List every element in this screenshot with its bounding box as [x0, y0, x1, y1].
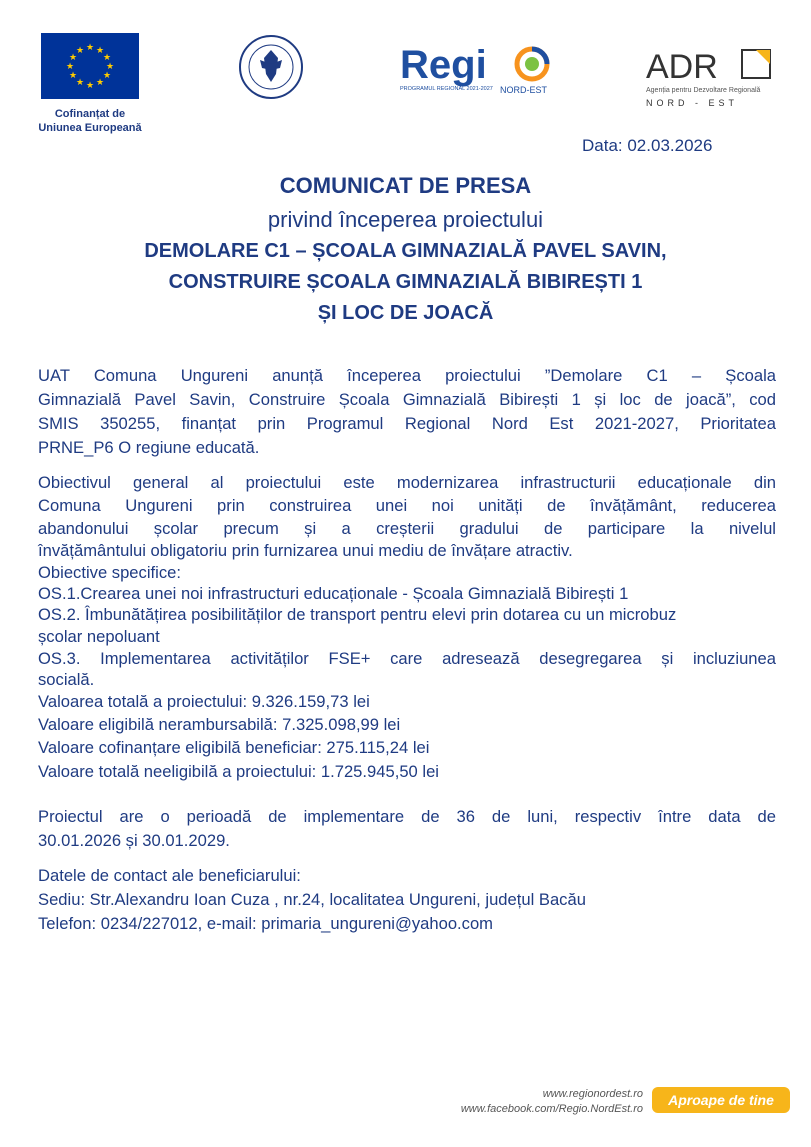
svg-text:★: ★ — [102, 71, 112, 81]
contact-address: Sediu: Str.Alexandru Ioan Cuza , nr.24, localitatea Ungureni, județul Bacău — [38, 890, 586, 909]
svg-text:★: ★ — [68, 71, 78, 81]
svg-text:Regi: Regi — [400, 43, 487, 87]
regio-logo — [400, 40, 550, 100]
svg-text:★: ★ — [95, 46, 105, 56]
period-line1: Proiectul are o perioadă de implementare de 36 de luni, respectiv între data de — [38, 807, 776, 826]
objective-os1: OS.1.Crearea unei noi infrastructuri educaționale - Școala Gimnazială Bibirești 1 — [38, 584, 629, 603]
svg-text:NORD-EST: NORD-EST — [500, 85, 547, 95]
paragraph1-line: UAT Comuna Ungureni anunță începerea proiectului ”Demolare C1 – Școala — [38, 366, 776, 385]
value-ineligible: Valoare totală neeligibilă a proiectului: 1.725.945,50 lei — [38, 762, 439, 781]
footer-badge: Aproape de tine — [652, 1087, 790, 1113]
paragraph2-line: învățământului obligatoriu prin furnizarea unui mediu de învățare atractiv. — [38, 541, 573, 560]
paragraph2-line: Comuna Ungureni prin construirea unei noi unități de învățământ, reducerea — [38, 496, 776, 515]
project-title-line1: DEMOLARE C1 – ȘCOALA GIMNAZIALĂ PAVEL SAVIN, — [144, 240, 667, 262]
paragraph2-line: Obiectivul general al proiectului este modernizarea infrastructurii educaționale din — [38, 473, 776, 492]
footer-website-link[interactable]: www.regionordest.ro — [542, 1088, 643, 1100]
objective-os2-line2: școlar nepoluant — [38, 627, 160, 646]
value-cofinancing: Valoare cofinanțare eligibilă beneficiar: 275.115,24 lei — [38, 738, 430, 757]
value-total: Valoarea totală a proiectului: 9.326.159,73 lei — [38, 692, 370, 711]
objective-os3-line1: OS.3. Implementarea activităților FSE+ care adresează desegregarea și incluziunea — [38, 649, 776, 668]
objective-os3-line2: socială. — [38, 670, 95, 689]
paragraph1-line: Gimnazială Pavel Savin, Construire Școala Gimnazială Bibirești 1 și loc de joacă”, cod — [38, 390, 776, 409]
svg-text:★: ★ — [75, 78, 85, 88]
government-seal-logo — [238, 34, 304, 100]
contact-heading: Datele de contact ale beneficiarului: — [38, 866, 301, 885]
svg-text:NORD - EST: NORD - EST — [646, 98, 739, 108]
eu-caption — [20, 107, 160, 135]
svg-text:★: ★ — [68, 53, 78, 63]
page-subtitle: privind începerea proiectului — [267, 207, 544, 232]
objectives-heading: Obiective specifice: — [38, 563, 181, 582]
paragraph1-line: PRNE_P6 O regiune educată. — [38, 438, 260, 457]
eu-caption-line2: Uniunea Europeană — [38, 122, 142, 134]
project-title-line2: CONSTRUIRE ȘCOALA GIMNAZIALĂ BIBIREȘTI 1 — [168, 271, 643, 293]
eu-flag-logo — [41, 33, 139, 99]
value-eligible: Valoare eligibilă nerambursabilă: 7.325.098,99 lei — [38, 715, 401, 734]
footer-links — [461, 1087, 643, 1117]
project-title-line3: ȘI LOC DE JOACĂ — [317, 302, 494, 324]
svg-text:★: ★ — [85, 81, 95, 91]
paragraph1-line: SMIS 350255, finanțat prin Programul Regional Nord Est 2021-2027, Prioritatea — [38, 414, 776, 433]
paragraph2-line: abandonului școlar precum și a creșterii gradului de participare la nivelul — [38, 519, 776, 538]
page-title: COMUNICAT DE PRESA — [279, 173, 532, 198]
svg-text:★: ★ — [95, 78, 105, 88]
eu-caption-line1: Cofinanțat de — [54, 108, 126, 120]
period-line2: 30.01.2026 și 30.01.2029. — [38, 831, 230, 850]
svg-text:PROGRAMUL REGIONAL 2021-2027: PROGRAMUL REGIONAL 2021-2027 — [400, 86, 493, 92]
svg-text:ADR: ADR — [646, 48, 718, 86]
svg-text:★: ★ — [85, 43, 95, 53]
date-line: Data: 02.03.2026 — [582, 136, 713, 155]
svg-text:Agenția pentru Dezvoltare Regi: Agenția pentru Dezvoltare Regională — [646, 87, 761, 94]
contact-phone-email: Telefon: 0234/227012, e-mail: primaria_ungureni@yahoo.com — [38, 914, 494, 933]
footer-facebook-link[interactable]: www.facebook.com/Regio.NordEst.ro — [460, 1103, 643, 1115]
svg-text:★: ★ — [65, 62, 75, 72]
objective-os2-line1: OS.2. Îmbunătățirea posibilităților de transport pentru elevi prin dotarea cu un microbuz — [38, 605, 677, 624]
adr-logo — [646, 44, 781, 108]
svg-text:★: ★ — [102, 53, 112, 63]
svg-text:★: ★ — [105, 62, 115, 72]
svg-text:★: ★ — [75, 46, 85, 56]
